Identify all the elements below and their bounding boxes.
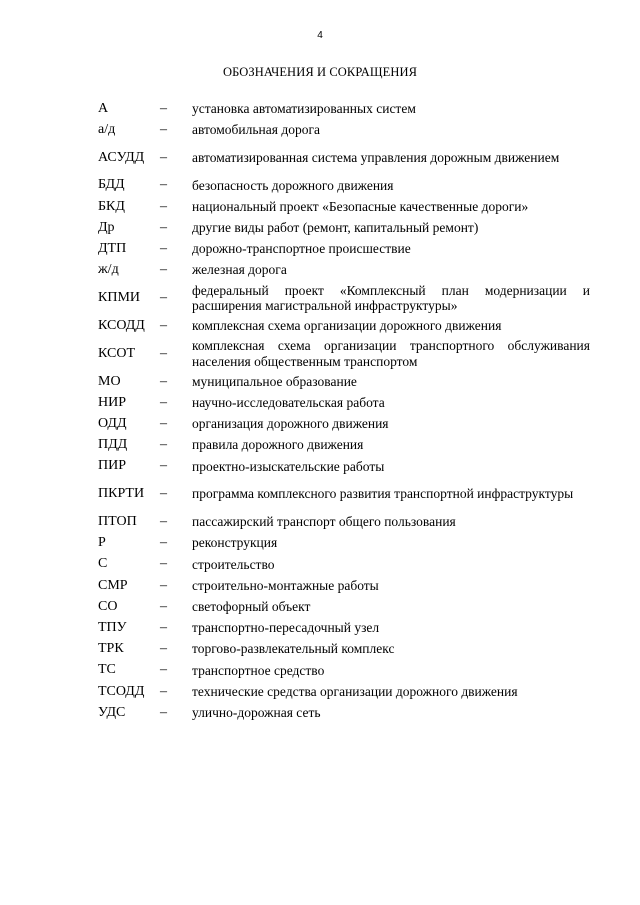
abbreviation-definition: комплексная схема организации дорожного движения bbox=[192, 318, 502, 334]
abbreviation-definition: железная дорога bbox=[192, 262, 287, 278]
dash-separator: – bbox=[160, 198, 167, 214]
abbreviation-row bbox=[98, 281, 590, 316]
abbreviation-row bbox=[98, 175, 590, 196]
abbreviation-row bbox=[98, 435, 590, 456]
abbreviation-definition: организация дорожного движения bbox=[192, 416, 389, 432]
abbreviation-row bbox=[98, 533, 590, 554]
abbreviation-term: ПИР bbox=[98, 458, 127, 474]
abbreviation-row bbox=[98, 511, 590, 532]
dash-separator: – bbox=[160, 514, 167, 530]
abbreviation-term: КСОДД bbox=[98, 317, 145, 333]
abbreviation-list bbox=[98, 98, 590, 723]
abbreviation-definition: автомобильная дорога bbox=[192, 122, 320, 138]
abbreviation-definition: безопасность дорожного движения bbox=[192, 177, 394, 193]
abbreviation-row bbox=[98, 660, 590, 681]
dash-separator: – bbox=[160, 662, 167, 678]
abbreviation-term: КСОТ bbox=[98, 345, 135, 361]
abbreviation-term: СМР bbox=[98, 577, 128, 593]
dash-separator: – bbox=[160, 683, 167, 699]
dash-separator: – bbox=[160, 486, 167, 502]
dash-separator: – bbox=[160, 121, 167, 137]
abbreviation-term: ТСОДД bbox=[98, 683, 145, 699]
abbreviation-row bbox=[98, 639, 590, 660]
abbreviation-term: БКД bbox=[98, 198, 125, 214]
abbreviation-term: Р bbox=[98, 535, 106, 551]
abbreviation-row bbox=[98, 98, 590, 119]
abbreviation-term: КПМИ bbox=[98, 290, 141, 306]
abbreviation-definition: научно-исследовательская работа bbox=[192, 395, 385, 411]
abbreviation-definition: улично-дорожная сеть bbox=[192, 704, 321, 720]
abbreviation-term: А bbox=[98, 100, 109, 116]
abbreviation-term: ТС bbox=[98, 662, 116, 678]
abbreviation-definition: технические средства организации дорожного движения bbox=[192, 683, 518, 699]
dash-separator: – bbox=[160, 290, 167, 306]
abbreviation-definition: строительно-монтажные работы bbox=[192, 577, 379, 593]
abbreviation-term: Др bbox=[98, 219, 115, 235]
abbreviation-term: СО bbox=[98, 598, 118, 614]
abbreviation-definition: правила дорожного движения bbox=[192, 437, 364, 453]
dash-separator: – bbox=[160, 704, 167, 720]
abbreviation-row bbox=[98, 681, 590, 702]
dash-separator: – bbox=[160, 394, 167, 410]
abbreviation-row bbox=[98, 575, 590, 596]
page-number: 4 bbox=[317, 30, 323, 41]
abbreviation-definition: реконструкция bbox=[192, 535, 278, 551]
abbreviation-definition: проектно-изыскательские работы bbox=[192, 458, 385, 474]
abbreviation-term: ПКРТИ bbox=[98, 486, 145, 502]
abbreviation-definition: национальный проект «Безопасные качественные дороги» bbox=[192, 198, 529, 214]
dash-separator: – bbox=[160, 415, 167, 431]
abbreviation-row bbox=[98, 315, 590, 336]
dash-separator: – bbox=[160, 149, 167, 165]
abbreviation-term: а/д bbox=[98, 121, 116, 137]
dash-separator: – bbox=[160, 598, 167, 614]
dash-separator: – bbox=[160, 619, 167, 635]
abbreviation-term: ж/д bbox=[98, 262, 119, 278]
abbreviation-term: УДС bbox=[98, 704, 126, 720]
abbreviation-term: ОДД bbox=[98, 415, 127, 431]
abbreviation-term: ТРК bbox=[98, 641, 124, 657]
abbreviation-definition: установка автоматизированных систем bbox=[192, 100, 416, 116]
dash-separator: – bbox=[160, 177, 167, 193]
abbreviation-definition: дорожно-транспортное происшествие bbox=[192, 241, 411, 257]
abbreviation-definition: муниципальное образование bbox=[192, 373, 357, 389]
dash-separator: – bbox=[160, 458, 167, 474]
abbreviation-row bbox=[98, 456, 590, 477]
abbreviation-row bbox=[98, 196, 590, 217]
page-title: ОБОЗНАЧЕНИЯ И СОКРАЩЕНИЯ bbox=[222, 65, 418, 79]
abbreviation-row bbox=[98, 260, 590, 281]
abbreviation-row bbox=[98, 392, 590, 413]
abbreviation-definition: федеральный проект «Комплексный план модернизации и расширения магистральной инфраструктуры» bbox=[192, 282, 590, 314]
dash-separator: – bbox=[160, 317, 167, 333]
abbreviation-definition: торгово-развлекательный комплекс bbox=[192, 641, 395, 657]
dash-separator: – bbox=[160, 641, 167, 657]
dash-separator: – bbox=[160, 345, 167, 361]
abbreviation-term: БДД bbox=[98, 177, 125, 193]
dash-separator: – bbox=[160, 437, 167, 453]
abbreviation-definition: транспортно-пересадочный узел bbox=[192, 620, 380, 636]
abbreviation-row bbox=[98, 119, 590, 140]
abbreviation-definition: светофорный объект bbox=[192, 599, 311, 615]
abbreviation-row bbox=[98, 554, 590, 575]
abbreviation-term: МО bbox=[98, 373, 121, 389]
abbreviation-row bbox=[98, 238, 590, 259]
abbreviation-row bbox=[98, 413, 590, 434]
abbreviation-row bbox=[98, 477, 590, 512]
dash-separator: – bbox=[160, 241, 167, 257]
abbreviation-term: ПТОП bbox=[98, 514, 137, 530]
dash-separator: – bbox=[160, 577, 167, 593]
abbreviation-definition: строительство bbox=[192, 556, 275, 572]
abbreviation-definition: автоматизированная система управления дорожным движением bbox=[192, 149, 560, 165]
dash-separator: – bbox=[160, 556, 167, 572]
dash-separator: – bbox=[160, 535, 167, 551]
abbreviation-row bbox=[98, 217, 590, 238]
abbreviation-definition: транспортное средство bbox=[192, 662, 325, 678]
dash-separator: – bbox=[160, 373, 167, 389]
abbreviation-definition: пассажирский транспорт общего пользования bbox=[192, 514, 456, 530]
abbreviation-term: НИР bbox=[98, 394, 127, 410]
abbreviation-term: С bbox=[98, 556, 108, 572]
dash-separator: – bbox=[160, 100, 167, 116]
abbreviation-term: ТПУ bbox=[98, 619, 127, 635]
abbreviation-definition: программа комплексного развития транспортной инфраструктуры bbox=[192, 486, 574, 502]
abbreviation-row bbox=[98, 337, 590, 372]
abbreviation-row bbox=[98, 371, 590, 392]
abbreviation-row bbox=[98, 596, 590, 617]
abbreviation-term: ДТП bbox=[98, 241, 127, 257]
abbreviation-definition: комплексная схема организации транспортного обслуживания населения общественным транспортом bbox=[192, 338, 590, 369]
abbreviation-row bbox=[98, 140, 590, 175]
dash-separator: – bbox=[160, 219, 167, 235]
abbreviation-row bbox=[98, 617, 590, 638]
abbreviation-row bbox=[98, 702, 590, 723]
dash-separator: – bbox=[160, 262, 167, 278]
abbreviation-term: ПДД bbox=[98, 437, 128, 453]
abbreviation-definition: другие виды работ (ремонт, капитальный ремонт) bbox=[192, 220, 479, 236]
abbreviation-term: АСУДД bbox=[98, 149, 145, 165]
